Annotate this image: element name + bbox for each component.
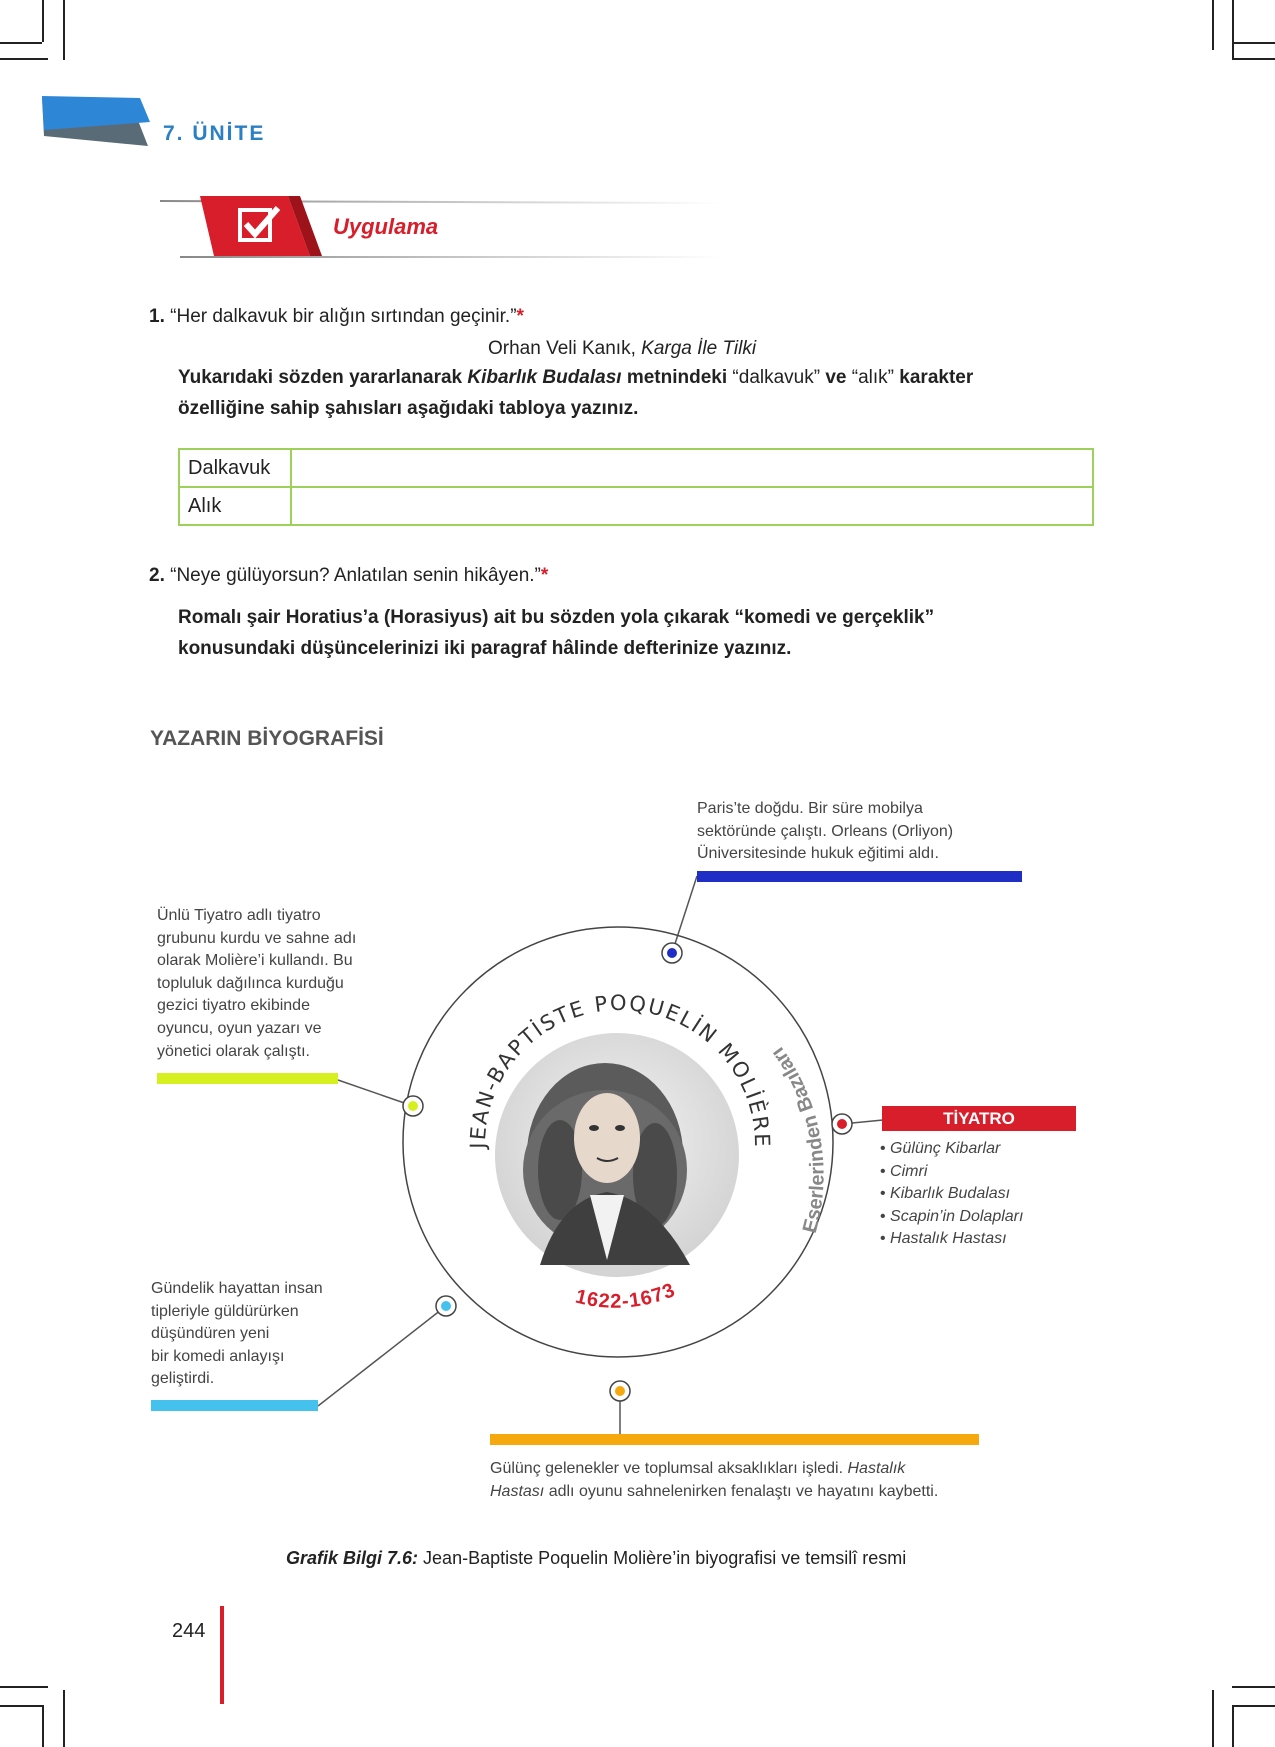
note-theatre-group (157, 905, 356, 1063)
note-comedy (151, 1278, 323, 1391)
q2-number: 2. (149, 565, 165, 586)
list-item: • Cimri (880, 1161, 1023, 1184)
page-number: 244 (172, 1620, 206, 1642)
note-death-text: Gülünç gelenekler ve toplumsal aksaklıkları işledi. (490, 1460, 848, 1477)
q1-instr-line2: özelliğine sahip şahısları aşağıdaki tabloya yazınız. (178, 398, 639, 419)
page-number-divider (220, 1606, 224, 1704)
portrait-image (495, 1033, 739, 1277)
works-list (880, 1138, 1023, 1251)
works-heading: TİYATRO (882, 1106, 1076, 1131)
bar-orange (490, 1434, 979, 1445)
list-item: • Gülünç Kibarlar (880, 1138, 1023, 1161)
bar-green (157, 1073, 338, 1084)
q2-line1: Romalı şair Horatius’a (Horasiyus) ait bu sözden yola çıkarak “komedi ve gerçeklik” (178, 607, 935, 628)
q1-instr-d: “dalkavuk” (732, 367, 821, 388)
note-comedy-line: geliştirdi. (151, 1370, 215, 1388)
q1-instr-g: karakter (894, 367, 974, 388)
table-label-alik: Alık (179, 487, 291, 525)
note-birth-line: Üniversitesinde hukuk eğitimi aldı. (697, 845, 939, 863)
note-death-text: adlı oyunu sahnelenirken fenalaştı ve hayatını kaybetti. (544, 1482, 939, 1500)
note-theatre-line: yönetici olarak çalıştı. (157, 1042, 310, 1060)
note-comedy-line: düşündüren yeni (151, 1325, 270, 1343)
works-arc-text: Eserlerinden Bazıları (766, 1042, 829, 1236)
note-birth (697, 798, 953, 866)
q1-source-title: Karga İle Tilki (641, 338, 757, 359)
q2-line2: konusundaki düşüncelerinizi iki paragraf hâlinde defterinize yazınız. (178, 638, 792, 659)
q2-star: * (540, 565, 549, 586)
note-death-italic: Hastası (490, 1482, 545, 1500)
q1-instr-a: Yukarıdaki sözden yararlanarak (178, 367, 468, 388)
q1-instr-b: Kibarlık Budalası (467, 367, 622, 388)
caption-label: Grafik Bilgi 7.6: (286, 1548, 419, 1568)
q1-source-author: Orhan Veli Kanık, (488, 338, 642, 359)
list-item: • Hastalık Hastası (880, 1228, 1023, 1251)
bio-title: YAZARIN BİYOGRAFİSİ (150, 727, 384, 750)
note-death (490, 1458, 938, 1503)
table-label-dalkavuk: Dalkavuk (179, 449, 291, 487)
note-comedy-line: Gündelik hayattan insan (151, 1280, 323, 1297)
note-theatre-line: topluluk dağılınca kurduğu (157, 974, 344, 992)
name-arc-text: JEAN-BAPTİSTE POQUELİN MOLİÈRE (465, 990, 775, 1149)
figure-caption (286, 1548, 906, 1569)
note-comedy-line: bir komedi anlayışı (151, 1347, 285, 1365)
note-theatre-line: oyuncu, oyun yazarı ve (157, 1019, 322, 1037)
bar-blue (697, 871, 1022, 882)
note-theatre-line: olarak Molière’i kullandı. Bu (157, 952, 353, 970)
q1-star: * (516, 306, 524, 327)
note-death-italic: Hastalık (847, 1460, 906, 1477)
note-comedy-line: tipleriyle güldürürken (151, 1302, 299, 1320)
note-theatre-line: gezici tiyatro ekibinde (157, 997, 310, 1015)
list-item: • Kibarlık Budalası (880, 1183, 1023, 1206)
list-item: • Scapin’in Dolapları (880, 1206, 1023, 1229)
years-arc-text: 1622-1673 (573, 1279, 679, 1313)
section-title: Uygulama (333, 214, 439, 239)
q1-number: 1. (149, 306, 165, 327)
note-theatre-line: Ünlü Tiyatro adlı tiyatro (157, 907, 321, 924)
caption-text: Jean-Baptiste Poquelin Molière’in biyografisi ve temsilî resmi (418, 1548, 907, 1568)
q1-instr-f: “alık” (851, 367, 895, 388)
note-theatre-line: grubunu kurdu ve sahne adı (157, 929, 357, 947)
unit-title: 7. ÜNİTE (163, 122, 266, 145)
bar-cyan (151, 1400, 318, 1411)
q1-instr-e: ve (820, 367, 852, 388)
q1-quote: “Her dalkavuk bir alığın sırtından geçinir.” (170, 306, 517, 327)
q2-quote: “Neye gülüyorsun? Anlatılan senin hikâyen.” (164, 565, 541, 586)
q1-instr-c: metnindeki (621, 367, 733, 388)
note-birth-line: Paris’te doğdu. Bir süre mobilya (697, 800, 923, 817)
note-birth-line: sektöründe çalıştı. Orleans (Orliyon) (697, 822, 954, 840)
